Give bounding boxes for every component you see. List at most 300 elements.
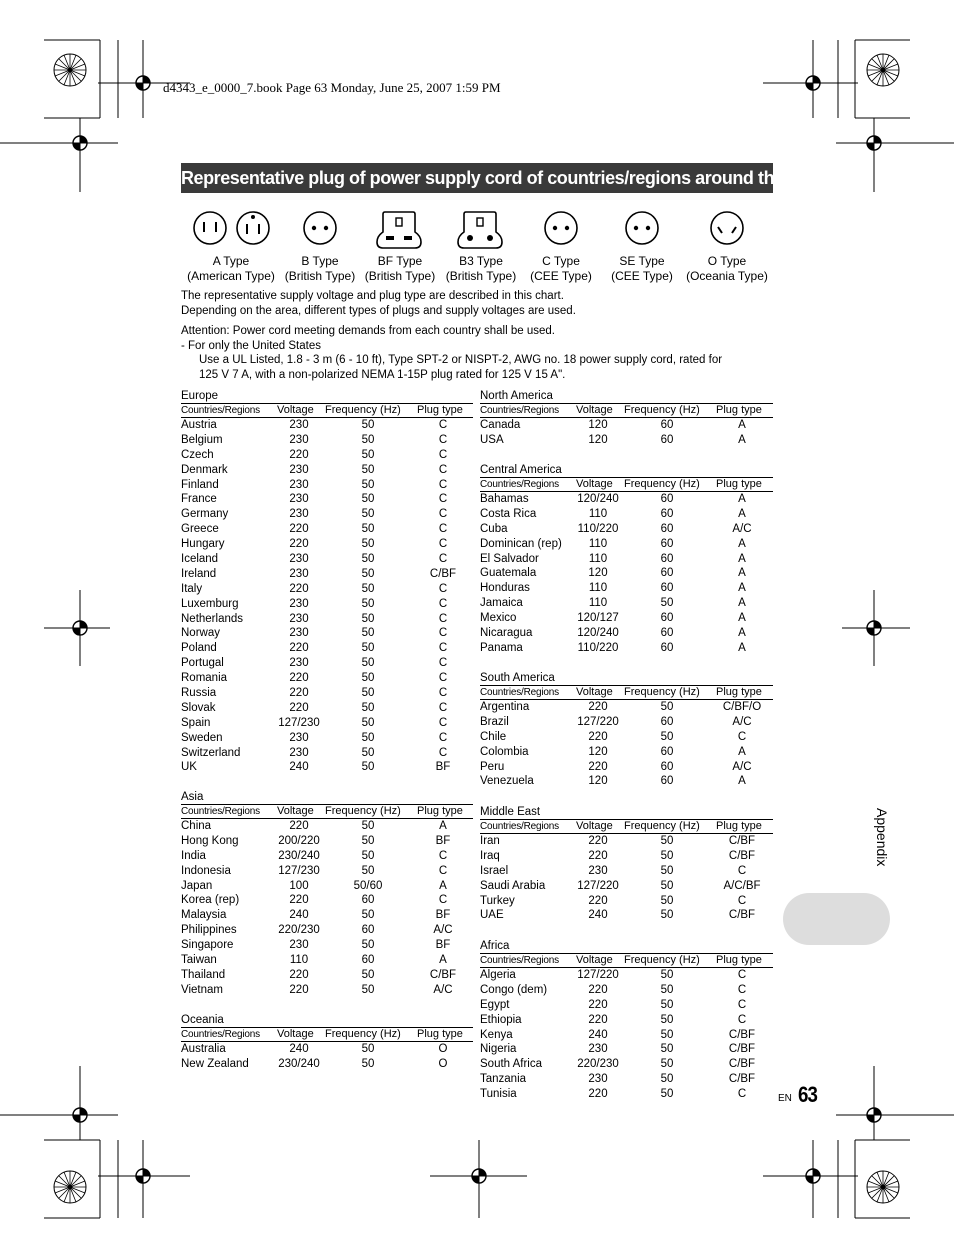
table-row [181, 507, 473, 522]
plug-type-cell: C [737, 1013, 747, 1026]
table-row [480, 774, 773, 789]
frequency-cell: 50 [660, 1073, 674, 1086]
voltage-cell: 120 [588, 433, 608, 446]
frequency-cell: 50 [361, 538, 375, 551]
frequency-cell: 50 [660, 1028, 674, 1041]
table-row [181, 626, 473, 641]
voltage-cell: 240 [289, 909, 309, 922]
plug-type-cell: C [438, 433, 448, 446]
plug-label-b: B Type (British Type) [284, 254, 356, 283]
us-label: - For only the United States [181, 340, 321, 352]
plug-type-cell: C [438, 864, 448, 877]
voltage-cell: 220 [289, 582, 309, 595]
plug-type-cell: C [438, 642, 448, 655]
us-requirement-line-1: Use a UL Listed, 1.8 - 3 m (6 - 10 ft), Type SPT-2 or NISPT-2, AWG no. 18 power supply cord, rated for [199, 354, 723, 366]
table-row [181, 849, 473, 864]
frequency-cell: 50 [660, 849, 674, 862]
plug-type-cell: A [738, 745, 746, 758]
voltage-cell: 110 [588, 537, 608, 550]
voltage-cell: 220 [588, 983, 608, 996]
voltage-cell: 220/230 [577, 1058, 619, 1071]
plug-type-cell: BF [435, 939, 451, 952]
table-row [181, 552, 473, 567]
frequency-cell: 60 [660, 552, 674, 565]
frequency-cell: 50 [660, 879, 674, 892]
country-cell: Italy [181, 582, 203, 595]
frequency-cell: 50 [361, 687, 375, 700]
plug-type-cell: A [738, 493, 746, 505]
voltage-cell: 110 [588, 582, 608, 595]
country-cell: Bahamas [480, 493, 529, 505]
voltage-cell: 100 [289, 879, 309, 892]
plug-label-o: O Type (Oceania Type) [686, 254, 768, 283]
country-cell: Hungary [181, 538, 225, 551]
region-oceania [181, 1013, 473, 1072]
country-cell: El Salvador [480, 552, 539, 565]
plug-type-cell: C [438, 553, 448, 566]
voltage-cell: 220 [588, 998, 608, 1011]
table-row [480, 433, 773, 448]
table-row [181, 492, 473, 507]
voltage-cell: 127/230 [278, 716, 320, 729]
frequency-cell: 50 [361, 1057, 375, 1070]
frequency-cell: 50 [361, 672, 375, 685]
voltage-cell: 120 [588, 567, 608, 580]
frequency-cell: 60 [361, 954, 375, 967]
frequency-cell: 50 [361, 657, 375, 670]
table-row [181, 983, 473, 998]
plug-type-cell: C [737, 894, 747, 907]
voltage-cell: 230/240 [278, 849, 320, 862]
table-row [480, 522, 773, 537]
voltage-cell: 110 [289, 954, 309, 967]
frequency-cell: 50 [660, 1013, 674, 1026]
plug-type-cell: A [738, 775, 746, 788]
column-header: Plug type [716, 820, 762, 832]
table-row [480, 611, 773, 626]
column-header: Plug type [716, 404, 762, 416]
voltage-cell: 120 [588, 745, 608, 758]
plug-type-cell: A [738, 433, 746, 446]
country-cell: Costa Rica [480, 507, 537, 520]
voltage-cell: 240 [289, 761, 309, 774]
country-cell: Portugal [181, 657, 224, 670]
country-cell: Netherlands [181, 612, 244, 625]
country-cell: USA [480, 433, 504, 446]
voltage-cell: 230 [588, 864, 608, 877]
column-header: Countries/Regions [181, 806, 260, 817]
country-cell: Guatemala [480, 567, 537, 580]
country-cell: Germany [181, 508, 229, 521]
plug-type-cell: C [438, 716, 448, 729]
column-header: Voltage [277, 805, 314, 817]
column-header: Plug type [417, 1028, 463, 1040]
voltage-cell: 240 [588, 909, 608, 922]
voltage-cell: 220 [289, 820, 309, 832]
country-cell: Venezuela [480, 775, 534, 788]
plug-type-cell: A/C [433, 983, 453, 996]
country-cell: Congo (dem) [480, 983, 548, 996]
table-row [181, 819, 473, 834]
frequency-cell: 60 [660, 612, 674, 625]
table-row [480, 537, 773, 552]
country-cell: Sweden [181, 731, 223, 744]
country-cell: Iran [480, 835, 500, 847]
plug-type-cell: C [737, 730, 747, 743]
column-header: Plug type [417, 805, 463, 817]
country-cell: Japan [181, 879, 213, 892]
country-cell: Ethiopia [480, 1013, 522, 1026]
voltage-cell: 120 [588, 775, 608, 788]
frequency-cell: 50 [361, 463, 375, 476]
table-row [480, 492, 773, 507]
us-requirement-line-2: 125 V 7 A, with a non-polarized NEMA 1-15P plug rated for 125 V 15 A". [199, 369, 566, 381]
plug-type-cell: A [439, 879, 447, 892]
plug-type-cell: C/BF [728, 1073, 756, 1086]
voltage-cell: 240 [289, 1043, 309, 1055]
column-header: Frequency (Hz) [624, 686, 700, 698]
frequency-cell: 50 [361, 716, 375, 729]
frequency-cell: 50 [361, 968, 375, 981]
voltage-cell: 230 [289, 731, 309, 744]
table-row [181, 686, 473, 701]
table-row [181, 864, 473, 879]
country-cell: Romania [181, 672, 228, 685]
plug-type-cell: C [438, 538, 448, 551]
frequency-cell: 50 [361, 612, 375, 625]
plug-type-cell: C [438, 508, 448, 521]
plug-type-cell: C [438, 612, 448, 625]
table-row [480, 745, 773, 760]
plug-type-cell: C/BF [728, 1028, 756, 1041]
voltage-cell: 240 [588, 1028, 608, 1041]
country-cell: Russia [181, 687, 217, 700]
country-cell: India [181, 849, 206, 862]
voltage-cell: 120/240 [577, 493, 619, 505]
side-tab-marker [783, 893, 890, 945]
country-cell: Tunisia [480, 1088, 517, 1101]
region-south-america [480, 671, 773, 789]
plug-type-cell: O [438, 1043, 448, 1055]
country-cell: Mexico [480, 612, 517, 625]
table-row [480, 998, 773, 1013]
plug-type-cell: A/C/BF [723, 879, 761, 892]
plug-type-cell: BF [435, 834, 451, 847]
plug-type-cell: A [738, 537, 746, 550]
table-header [181, 1027, 473, 1042]
column-header: Voltage [576, 404, 613, 416]
voltage-cell: 220 [588, 1088, 608, 1101]
frequency-cell: 50 [361, 983, 375, 996]
plug-type-cell: BF [435, 761, 451, 774]
plug-type-cell: C [737, 1088, 747, 1101]
plug-type-cell: C [438, 582, 448, 595]
frequency-cell: 50 [361, 448, 375, 461]
plug-type-cell: C [438, 746, 448, 759]
frequency-cell: 50 [660, 1043, 674, 1056]
plug-o-type-icon [707, 206, 747, 252]
voltage-cell: 220 [588, 760, 608, 773]
plug-label-bf: BF Type (British Type) [364, 254, 436, 283]
plug-type-cell: C [737, 969, 747, 981]
voltage-cell: 220 [289, 642, 309, 655]
voltage-cell: 127/220 [577, 969, 619, 981]
table-row [181, 582, 473, 597]
region-name: Africa [480, 940, 510, 952]
table-header [480, 953, 773, 968]
voltage-cell: 110/220 [577, 641, 619, 654]
column-header: Plug type [716, 954, 762, 966]
voltage-cell: 120/127 [577, 612, 619, 625]
region-middle-east [480, 805, 773, 923]
table-header [480, 685, 773, 700]
voltage-cell: 230 [289, 553, 309, 566]
frequency-cell: 60 [660, 537, 674, 550]
table-row [181, 968, 473, 983]
plug-type-cell: C/BF [728, 909, 756, 922]
frequency-cell: 60 [361, 894, 375, 907]
frequency-cell: 60 [660, 507, 674, 520]
table-row [480, 552, 773, 567]
plug-type-cell: C/BF [728, 849, 756, 862]
table-row [480, 581, 773, 596]
page-title: Representative plug of power supply cord of countries/regions around the world [181, 163, 773, 193]
plug-a-type-icon [192, 206, 272, 252]
voltage-cell: 127/230 [278, 864, 320, 877]
voltage-cell: 220 [588, 894, 608, 907]
country-cell: Ireland [181, 567, 217, 580]
country-cell: Australia [181, 1043, 226, 1055]
table-row [480, 507, 773, 522]
voltage-cell: 200/220 [278, 834, 320, 847]
plug-label-a: A Type (American Type) [187, 254, 275, 283]
plug-type-cell: C [438, 731, 448, 744]
column-header: Frequency (Hz) [624, 954, 700, 966]
country-cell: Luxemburg [181, 597, 239, 610]
plug-type-cell: A [738, 567, 746, 580]
voltage-cell: 230 [289, 627, 309, 640]
plug-type-cell: BF [435, 909, 451, 922]
column-header: Voltage [576, 686, 613, 698]
plug-type-cell: A [738, 552, 746, 565]
plug-type-cell: C/BF [429, 968, 457, 981]
voltage-cell: 110 [588, 507, 608, 520]
voltage-cell: 230/240 [278, 1057, 320, 1070]
table-row [181, 746, 473, 761]
voltage-cell: 110/220 [577, 522, 619, 535]
region-europe [181, 389, 473, 775]
frequency-cell: 50 [361, 820, 375, 832]
country-cell: Switzerland [181, 746, 241, 759]
voltage-cell: 127/220 [577, 879, 619, 892]
voltage-cell: 230 [289, 419, 309, 431]
plug-type-cell: A [738, 641, 746, 654]
frequency-cell: 50 [361, 849, 375, 862]
frequency-cell: 50 [361, 731, 375, 744]
country-cell: Turkey [480, 894, 515, 907]
country-cell: Thailand [181, 968, 226, 981]
country-cell: Argentina [480, 701, 530, 713]
frequency-cell: 50 [660, 835, 674, 847]
table-row [181, 938, 473, 953]
frequency-cell: 50 [660, 1088, 674, 1101]
language-code: EN [778, 1093, 792, 1104]
plug-b-type-icon [300, 206, 340, 252]
table-row [181, 433, 473, 448]
table-row [181, 1042, 473, 1057]
plug-type-cell: C [438, 493, 448, 506]
frequency-cell: 50 [361, 746, 375, 759]
country-cell: Algeria [480, 969, 516, 981]
column-header: Plug type [716, 478, 762, 490]
country-cell: Jamaica [480, 597, 523, 610]
region-asia [181, 790, 473, 998]
frequency-cell: 60 [660, 582, 674, 595]
frequency-cell: 50 [361, 864, 375, 877]
frequency-cell: 50 [361, 1043, 375, 1055]
plug-type-cell: C [737, 864, 747, 877]
plug-type-cell: C [438, 448, 448, 461]
region-central-america [480, 463, 773, 656]
column-header: Countries/Regions [480, 479, 559, 490]
frequency-cell: 60 [660, 522, 674, 535]
frequency-cell: 60 [361, 924, 375, 937]
column-header: Countries/Regions [480, 687, 559, 698]
country-cell: Chile [480, 730, 507, 743]
country-cell: Greece [181, 523, 219, 536]
country-cell: Honduras [480, 582, 530, 595]
plug-type-cell: C [737, 983, 747, 996]
voltage-cell: 230 [289, 746, 309, 759]
voltage-cell: 230 [588, 1073, 608, 1086]
plug-type-cell: A/C [732, 760, 752, 773]
voltage-cell: 220 [289, 983, 309, 996]
voltage-cell: 230 [289, 567, 309, 580]
frequency-cell: 60 [660, 433, 674, 446]
frequency-cell: 50 [660, 701, 674, 713]
table-row [480, 1072, 773, 1087]
country-cell: Iceland [181, 553, 219, 566]
region-name: Asia [181, 791, 204, 803]
page-number: 63 [798, 1082, 818, 1107]
table-row [181, 448, 473, 463]
frequency-cell: 50/60 [353, 879, 383, 892]
table-row [480, 418, 773, 433]
frequency-cell: 50 [361, 553, 375, 566]
table-row [181, 834, 473, 849]
country-cell: Singapore [181, 939, 234, 952]
plug-type-cell: C [438, 894, 448, 907]
column-header: Countries/Regions [181, 405, 260, 416]
country-cell: Denmark [181, 463, 228, 476]
voltage-cell: 220 [588, 701, 608, 713]
table-row [181, 597, 473, 612]
frequency-cell: 60 [660, 760, 674, 773]
plug-type-cell: A [738, 612, 746, 625]
voltage-cell: 220 [588, 849, 608, 862]
voltage-cell: 220/230 [278, 924, 320, 937]
frequency-cell: 50 [361, 939, 375, 952]
voltage-cell: 230 [289, 939, 309, 952]
table-row [181, 879, 473, 894]
plug-c-type-icon [541, 206, 581, 252]
voltage-cell: 230 [289, 597, 309, 610]
table-row [181, 953, 473, 968]
country-cell: UAE [480, 909, 504, 922]
frequency-cell: 50 [361, 433, 375, 446]
country-cell: Colombia [480, 745, 529, 758]
column-header: Voltage [277, 404, 314, 416]
country-cell: Philippines [181, 924, 237, 937]
country-cell: Dominican (rep) [480, 537, 562, 550]
plug-type-cell: A [439, 820, 447, 832]
table-row [480, 1042, 773, 1057]
frequency-cell: 60 [660, 419, 674, 431]
region-name: Middle East [480, 806, 541, 818]
table-row [480, 596, 773, 611]
frequency-cell: 50 [660, 998, 674, 1011]
country-cell: Norway [181, 627, 220, 640]
plug-type-cell: A [738, 419, 746, 431]
plug-label-se: SE Type (CEE Type) [611, 254, 673, 283]
country-cell: Saudi Arabia [480, 879, 546, 892]
country-cell: Canada [480, 419, 521, 431]
country-cell: Taiwan [181, 954, 217, 967]
voltage-cell: 230 [289, 612, 309, 625]
voltage-cell: 220 [588, 730, 608, 743]
table-header [480, 403, 773, 418]
table-row [480, 983, 773, 998]
country-cell: Egypt [480, 998, 510, 1011]
plug-type-cell: C/BF [429, 567, 457, 580]
voltage-cell: 220 [289, 701, 309, 714]
country-cell: Belgium [181, 433, 223, 446]
table-row [480, 849, 773, 864]
column-header: Frequency (Hz) [624, 478, 700, 490]
country-cell: Spain [181, 716, 211, 729]
table-header [480, 819, 773, 834]
voltage-cell: 120/240 [577, 627, 619, 640]
country-cell: Panama [480, 641, 523, 654]
voltage-cell: 230 [289, 508, 309, 521]
column-header: Voltage [576, 478, 613, 490]
column-header: Frequency (Hz) [624, 820, 700, 832]
frequency-cell: 50 [660, 969, 674, 981]
frequency-cell: 60 [660, 745, 674, 758]
plug-type-cell: A/C [732, 522, 752, 535]
plug-type-cell: C [438, 687, 448, 700]
country-cell: New Zealand [181, 1057, 249, 1070]
table-row [181, 923, 473, 938]
frequency-cell: 50 [361, 582, 375, 595]
frequency-cell: 50 [660, 909, 674, 922]
plug-type-cell: C [438, 463, 448, 476]
country-cell: France [181, 493, 217, 506]
country-cell: UK [181, 761, 197, 774]
voltage-cell: 220 [289, 687, 309, 700]
frequency-cell: 50 [361, 701, 375, 714]
table-row [480, 879, 773, 894]
table-row [480, 626, 773, 641]
region-north-america [480, 389, 773, 448]
table-row [480, 566, 773, 581]
plug-type-cell: C [438, 672, 448, 685]
region-name: North America [480, 390, 553, 402]
country-cell: Nicaragua [480, 627, 533, 640]
frequency-cell: 50 [361, 909, 375, 922]
plug-type-cell: C [438, 419, 448, 431]
intro-line-2: Depending on the area, different types of plugs and supply voltages are used. [181, 305, 576, 317]
